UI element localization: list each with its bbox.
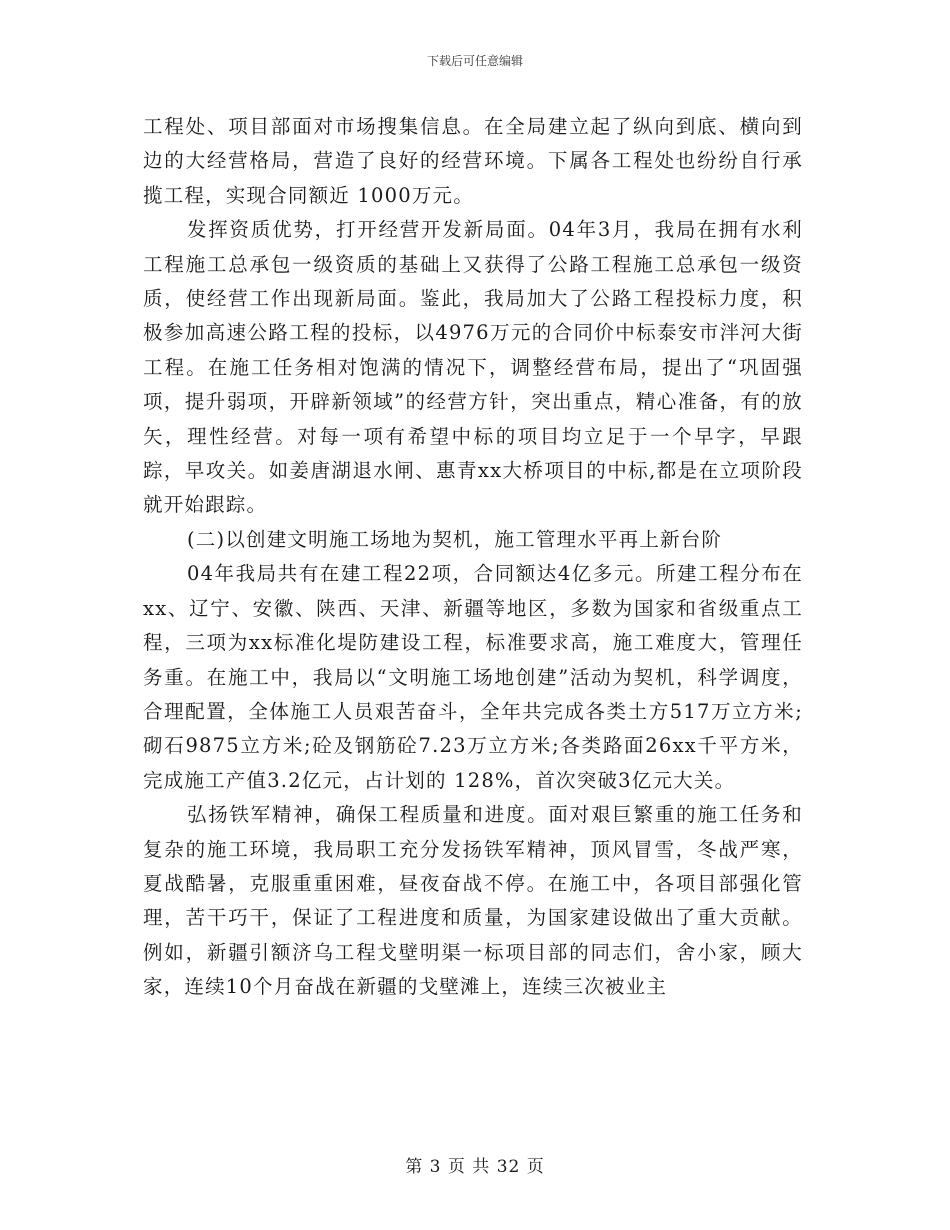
paragraph-spirit: 弘扬铁军精神，确保工程质量和进度。面对艰巨繁重的施工任务和复杂的施工环境，我局职工充分发扬铁军精神，顶风冒雪，冬战严寒，夏战酷暑，克服重重困难，昼夜奋战不停。在施工中，各项目部强化管理，苦干巧干，保证了工程进度和质量，为国家建设做出了重大贡献。例如，新疆引额济乌工程戈壁明渠一标项目部的同志们，舍小家，顾大家，连续10个月奋战在新疆的戈壁滩上，连续三次被业主 [143, 803, 803, 999]
page-footer: 第 3 页 共 32 页 [405, 1157, 545, 1177]
section-heading: (二)以创建文明施工场地为契机，施工管理水平再上新台阶 [187, 527, 723, 551]
paragraph-construction: 04年我局共有在建工程22项，合同额达4亿多元。所建工程分布在xx、辽宁、安徽、陕西、天津、新疆等地区，多数为国家和省级重点工程，三项为xx标准化堤防建设工程，标准要求高，施工难度大，管理任务重。在施工中，我局以“文明施工场地创建”活动为契机，科学调度，合理配置，全体施工人员艰苦奋斗，全年共完成各类土方517万立方米;砌石9875立方米;砼及钢筋砼7.23万立方米;各类路面26xx千平方米，完成施工产值3.2亿元，占计划的 128%，首次突破3亿元大关。 [143, 562, 803, 792]
paragraph-qualification: 发挥资质优势，打开经营开发新局面。04年3月，我局在拥有水利工程施工总承包一级资质的基础上又获得了公路工程施工总承包一级资质，使经营工作出现新局面。鉴此，我局加大了公路工程投标力度，积极参加高速公路工程的投标，以4976万元的合同价中标泰安市泮河大街工程。在施工任务相对饱满的情况下，调整经营布局，提出了“巩固强项，提升弱项，开辟新领域”的经营方针，突出重点，精心准备，有的放矢，理性经营。对每一项有希望中标的项目均立足于一个早字，早跟踪，早攻关。如姜唐湖退水闸、惠青xx大桥项目的中标,都是在立项阶段就开始跟踪。 [143, 218, 803, 517]
paragraph-continuation: 工程处、项目部面对市场搜集信息。在全局建立起了纵向到底、横向到边的大经营格局，营造了良好的经营环境。下属各工程处也纷纷自行承揽工程，实现合同额近 1000万元。 [143, 115, 803, 207]
body-text [143, 110, 803, 1005]
page-header: 下载后可任意编辑 [426, 54, 523, 68]
